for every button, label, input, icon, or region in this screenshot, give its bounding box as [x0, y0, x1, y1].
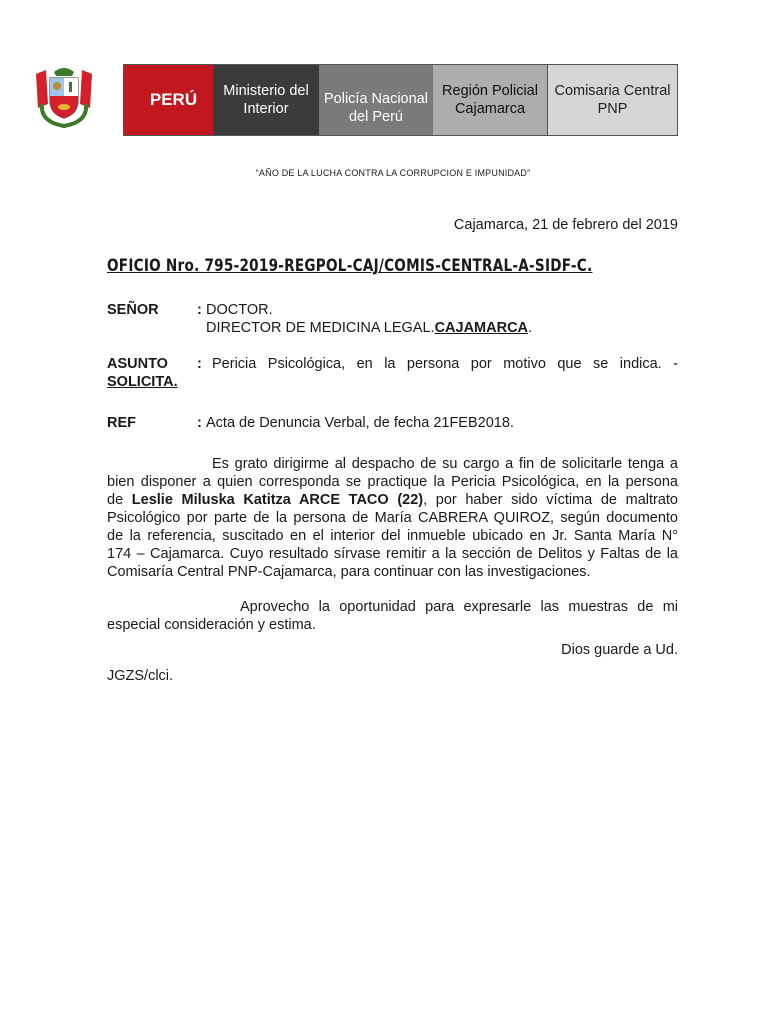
oficio-title: OFICIO Nro. 795-2019-REGPOL-CAJ/COMIS-CENTRAL-A-SIDF-C.	[107, 256, 593, 276]
coat-of-arms-icon	[32, 64, 96, 130]
year-motto: “AÑO DE LA LUCHA CONTRA LA CORRUPCION E IMPUNIDAD”	[255, 168, 531, 178]
p1-line7: Comisaría Central PNP-Cajamarca, para continuar con las investigaciones.	[107, 564, 591, 580]
senor-city: CAJAMARCA	[434, 320, 529, 336]
asunto-solicita: SOLICITA.	[107, 374, 178, 390]
initials: JGZS/clci.	[107, 668, 174, 684]
p1-line4: Psicológico por parte de la persona de María CABRERA QUIROZ, según documento	[107, 510, 678, 526]
senor-label: SEÑOR	[107, 302, 159, 318]
p1-line1: Es grato dirigirme al despacho de su cargo a fin de solicitarle tenga a	[212, 456, 678, 472]
header-country: PERÚ	[124, 65, 213, 135]
p1-line2: bien disponer a quien corresponda se practique la Pericia Psicológica, en la persona	[107, 474, 678, 490]
body-paragraph-2	[107, 598, 678, 634]
ref-colon: :	[197, 415, 202, 431]
p1-line3	[107, 491, 678, 509]
closing: Dios guarde a Ud.	[561, 642, 678, 658]
asunto-label: ASUNTO	[107, 356, 168, 372]
p1-line3-post: , por haber sido víctima de maltrato	[423, 492, 678, 508]
senor-line2-prefix: DIRECTOR DE MEDICINA LEGAL.	[206, 320, 435, 336]
body-paragraph-1	[107, 455, 678, 581]
header-ministry: Ministerio del Interior	[213, 65, 319, 135]
senor-colon: :	[197, 302, 202, 318]
p1-line3-pre: de	[107, 492, 124, 508]
p1-line5: de la referencia, suscitado en el interior del inmueble ubicado en Jr. Santa María N°	[107, 528, 678, 544]
p2-line2: especial consideración y estima.	[107, 617, 316, 633]
ref-text: Acta de Denuncia Verbal, de fecha 21FEB2018.	[206, 415, 514, 431]
p1-line6: 174 – Cajamarca. Cuyo resultado sírvase remitir a la sección de Delitos y Faltas de la	[107, 546, 678, 562]
header-police: Policía Nacional del Perú	[319, 65, 433, 135]
asunto-colon: :	[197, 356, 202, 372]
header-region: Región Policial Cajamarca	[433, 65, 547, 135]
letter-date: Cajamarca, 21 de febrero del 2019	[453, 217, 678, 233]
senor-line2-end: .	[528, 320, 533, 336]
asunto-text: Pericia Psicológica, en la persona por motivo que se indica. -	[212, 356, 678, 372]
senor-line2	[206, 320, 532, 336]
ref-label: REF	[107, 415, 136, 431]
senor-line1: DOCTOR.	[206, 302, 273, 318]
victim-name: Leslie Miluska Katitza ARCE TACO (22)	[131, 492, 424, 508]
institution-header	[123, 64, 678, 136]
header-station: Comisaria Central PNP	[547, 65, 677, 135]
p2-line1: Aprovecho la oportunidad para expresarle las muestras de mi	[240, 599, 678, 615]
